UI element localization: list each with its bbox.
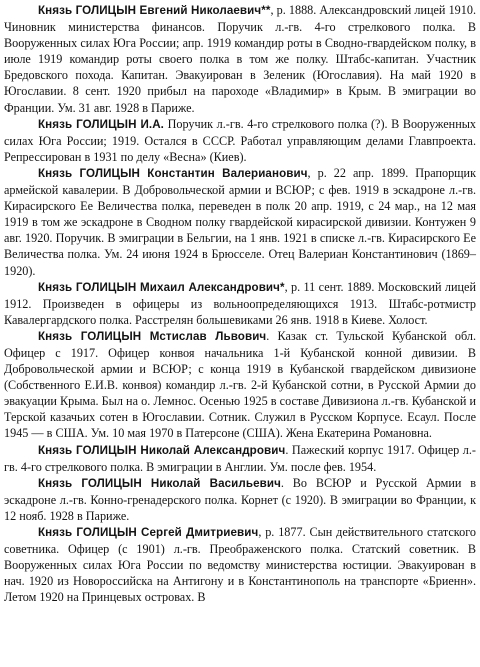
entry-name: Князь ГОЛИЦЫН И.А. (38, 117, 164, 131)
entry-nikolai-v (4, 475, 476, 524)
entry-konstantin (4, 165, 476, 279)
entry-evgeny (4, 2, 476, 116)
entry-name: Князь ГОЛИЦЫН Евгений Николаевич** (38, 4, 271, 17)
entry-text: , р. 22 апр. 1899. Прапорщик армейской кавалерии. В Добровольческой армии и ВСЮР; с фев. 1919 в эскадроне л.-гв. Кирасирского Ее Величества полка, переведен в полк 20 апр. 1919, с 24 мар., на 12 мая 1919 в том же эскадроне в Сводном полку гвардейской кирасирской дивизии. Контужен 9 авг. 1920. Поручик. В эмиграции в Бельгии, на 1 янв. 1921 в списке л.-гв. Кирасирского Ее Величества полка. Ум. 24 июня 1924 в Брюсселе. Отец Валериан Константинович (1869–1920). (4, 165, 476, 278)
entry-name: Князь ГОЛИЦЫН Михаил Александрович* (38, 280, 285, 294)
entry-text: , р. 1877. Сын действительного статского советника. Офицер (с 1901) л.-гв. Преображенского полка. Статский советник. В Вооруженных силах Юга России по ведомству министерства юстиции. Эвакуирован в нач. 1920 из Новороссийска на Антигону и в Константинополь на транспорте «Бриенн». Летом 1920 на Принцевых островах. В (4, 525, 476, 605)
entry-text: . Пажеский корпус 1917. Офицер л.-гв. 4-го стрелкового полка. В эмиграции в Англии. Ум. после фев. 1954. (4, 442, 476, 474)
entry-mikhail (4, 279, 476, 328)
entry-text: . Казак ст. Тульской Кубанской обл. Офицер с 1917. Офицер конвоя начальника 1-й Кубанской конной дивизии. В Добровольческой армии и ВСЮР; с конца 1919 в Кубанской гвардейском дивизионе (Собственного Е.И.В. конвоя) командир л.-гв. 2-й Кубанской сотни, в Русской Армии до эвакуации Крыма. Был на о. Лемнос. Осенью 1925 в составе Дивизиона л.-гв. Кубанской и Терской казачьих сотен в Югославии. Сотник. Служил в Русском Корпусе. Есаул. После 1945 — в США. Ум. 10 мая 1970 в Патерсоне (США). Жена Екатерина Романовна. (4, 328, 476, 441)
entry-text: , р. 1888. Александровский лицей 1910. Чиновник министерства финансов. Поручик л.-гв. 4-го стрелкового полка. В Вооруженных силах Юга России; апр. 1919 командир роты в Сводно-гвардейском полку, в июле 1919 командир роты своего полка в том же полку. Штабс-капитан. Участник Бредовского похода. Капитан. Эвакуирован в Зеленик (Югославия). На май 1920 в Югославии. 8 сент. 1920 прибыл на пароходе «Владимир» в Крым. В эмиграции во Франции. Ум. 31 авг. 1928 в Париже. (4, 3, 477, 115)
entry-name: Князь ГОЛИЦЫН Сергей Дмитриевич (38, 526, 259, 539)
entry-nikolai-a (4, 442, 476, 475)
entry-text: Поручик л.-гв. 4-го стрелкового полка (?). В Вооруженных силах Юга России; 1919. Остался в СССР. Работал управляющим делами Главпроекта. Репрессирован в 1931 по делу «Весна» (Киев). (4, 116, 477, 164)
entry-text: , р. 11 сент. 1889. Московский лицей 1912. Произведен в офицеры из вольноопределяющихся 1913. Штабс-ротмистр Кавалергардского полка. Расстрелян большевиками 26 янв. 1918 в Киеве. Холост. (4, 279, 476, 327)
entry-name: Князь ГОЛИЦЫН Николай Александрович (38, 443, 286, 457)
entry-text: . Во ВСЮР и Русской Армии в эскадроне л.-гв. Конно-гренадерского полка. Корнет (с 1920). В эмиграции во Франции, к 12 нояб. 1928 в Париже. (4, 475, 477, 523)
entry-name: Князь ГОЛИЦЫН Мстислав Львович (38, 329, 267, 343)
entry-i-a (4, 116, 476, 165)
entry-name: Князь ГОЛИЦЫН Константин Валерианович (38, 166, 308, 180)
entry-name: Князь ГОЛИЦЫН Николай Васильевич (38, 476, 281, 490)
entry-mstislav (4, 328, 476, 442)
entry-sergei (4, 524, 476, 605)
